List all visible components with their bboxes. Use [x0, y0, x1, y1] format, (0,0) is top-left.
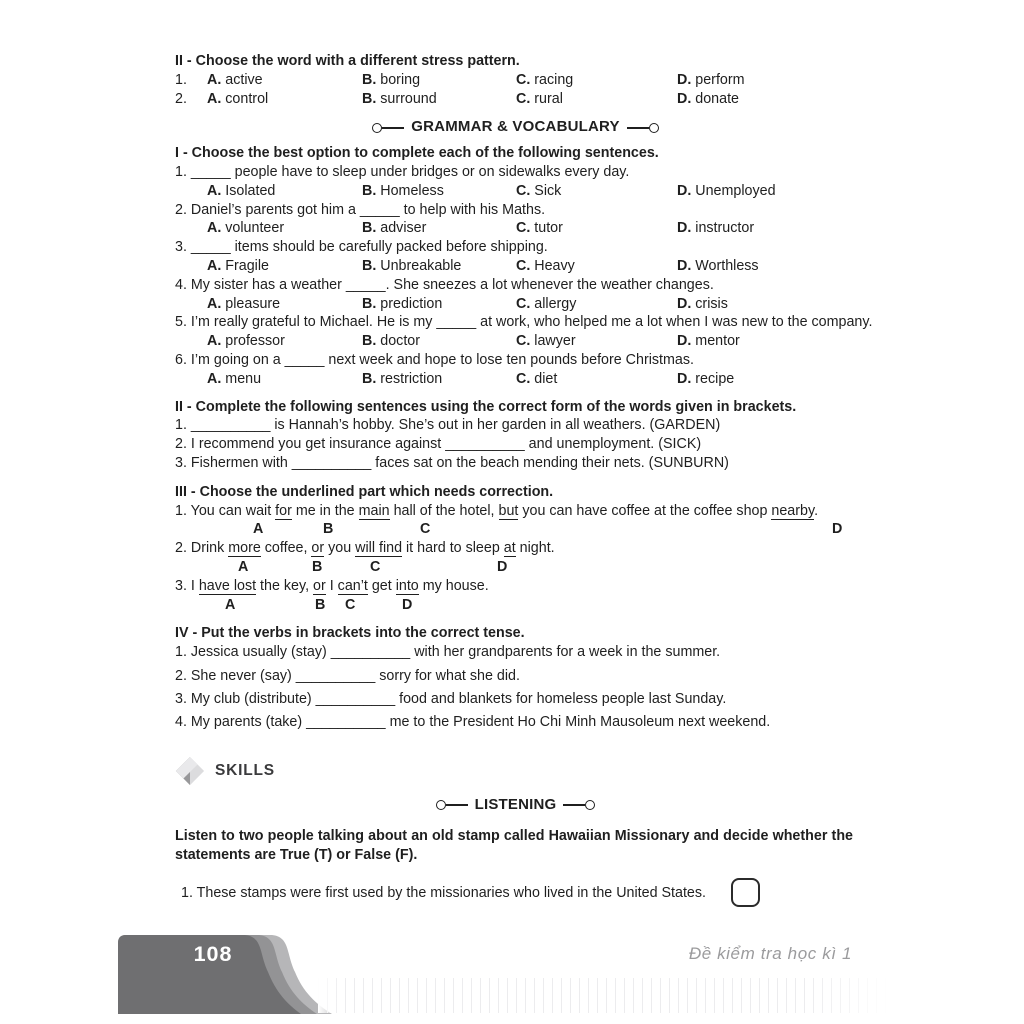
underlined-part: nearby	[771, 502, 815, 519]
option-text: lawyer	[530, 333, 576, 350]
option-text: crisis	[691, 295, 728, 312]
option	[362, 71, 516, 90]
sentence-part: get	[367, 577, 396, 594]
sentence-part: night.	[515, 540, 555, 557]
section4-items	[175, 643, 856, 732]
letter-marker: B	[312, 558, 323, 575]
stress-row	[175, 71, 856, 90]
letter-marker: A	[253, 521, 264, 538]
option-text: pleasure	[221, 295, 281, 312]
question-line: 1. _____ people have to sleep under bridges or on sidewalks every day.	[175, 163, 630, 180]
option-letter: D.	[677, 90, 692, 107]
option-text: surround	[376, 90, 437, 107]
ornament-line	[563, 804, 585, 806]
option	[362, 257, 516, 276]
option-text: Sick	[530, 182, 562, 199]
option-letter: D.	[677, 257, 692, 274]
ornament-circle-icon	[585, 800, 595, 810]
option	[516, 257, 677, 276]
section1-questions	[175, 163, 873, 389]
letter-marker: A	[238, 558, 249, 575]
option-letter: A.	[207, 333, 222, 350]
letter-markers-row	[175, 596, 856, 615]
option	[207, 370, 362, 389]
skills-diamond-icon	[175, 756, 205, 786]
sentence-part: .	[814, 502, 819, 519]
option-text: racing	[530, 71, 574, 88]
stress-row	[175, 90, 856, 109]
option	[677, 71, 856, 90]
option-text: Worthless	[691, 257, 759, 274]
option-letter: B.	[362, 370, 377, 387]
option	[516, 90, 677, 109]
option-letter: A.	[207, 182, 222, 199]
sentence-part: it hard to sleep	[402, 540, 504, 557]
option-letter: B.	[362, 220, 377, 237]
question-line: 5. I’m really grateful to Michael. He is my _____ at work, who helped me a lot when I was new to the company.	[175, 314, 873, 331]
correction-sentence	[175, 502, 856, 521]
option	[362, 332, 516, 351]
letter-marker: D	[832, 521, 843, 538]
sentence-part: me in the	[291, 502, 359, 519]
option	[207, 332, 362, 351]
option-letter: C.	[516, 295, 531, 312]
option-letter: A.	[207, 295, 222, 312]
option	[677, 219, 856, 238]
sentence-part: 2. Drink	[175, 540, 229, 557]
option	[516, 71, 677, 90]
option-text: boring	[376, 71, 421, 88]
section3-items	[175, 502, 856, 615]
option	[677, 370, 856, 389]
underlined-part: have lost	[198, 577, 257, 594]
grammar-vocabulary-title: GRAMMAR & VOCABULARY	[411, 118, 620, 136]
letter-marker: A	[225, 596, 236, 613]
option-letter: C.	[516, 71, 531, 88]
question-line: 3. _____ items should be carefully packed before shipping.	[175, 239, 548, 256]
option	[207, 71, 362, 90]
section2-title: II - Complete the following sentences using the correct form of the words given in brackets.	[175, 398, 797, 415]
true-false-answer-box	[731, 878, 760, 907]
tense-sentence: 3. My club (distribute) __________ food and blankets for homeless people last Sunday.	[175, 690, 727, 707]
option-letter: B.	[362, 182, 377, 199]
sentence-part: my house.	[418, 577, 489, 594]
sentence-part: I	[325, 577, 338, 594]
option-text: active	[221, 71, 263, 88]
skills-heading	[175, 756, 856, 786]
sentence-part: you can have coffee at the coffee shop	[518, 502, 772, 519]
option-letter: B.	[362, 257, 377, 274]
question-line: 2. Daniel’s parents got him a _____ to help with his Maths.	[175, 201, 546, 218]
options-row	[175, 370, 856, 389]
section4-title: IV - Put the verbs in brackets into the correct tense.	[175, 625, 525, 642]
fill-in-sentence: 1. __________ is Hannah’s hobby. She’s out in her garden in all weathers. (GARDEN)	[175, 417, 721, 434]
option-text: doctor	[376, 333, 421, 350]
option	[677, 182, 856, 201]
letter-marker: C	[345, 596, 356, 613]
listening-statement: 1. These stamps were first used by the missionaries who lived in the United States.	[181, 885, 706, 902]
correction-sentence	[175, 577, 856, 596]
ornament-line	[446, 804, 468, 806]
letter-marker: D	[497, 558, 508, 575]
options-row	[175, 295, 856, 314]
option-letter: C.	[516, 90, 531, 107]
sentence-part: 3. I	[175, 577, 199, 594]
option-text: control	[221, 90, 269, 107]
correction-sentence	[175, 539, 856, 558]
section1-title: I - Choose the best option to complete each of the following sentences.	[175, 145, 659, 162]
option-text: menu	[221, 370, 262, 387]
option-letter: C.	[516, 257, 531, 274]
option	[362, 182, 516, 201]
option-text: instructor	[691, 220, 755, 237]
sentence-part: the key,	[256, 577, 314, 594]
option-letter: D.	[677, 370, 692, 387]
option-letter: A.	[207, 257, 222, 274]
listening-statement-row	[175, 880, 856, 910]
ornament-circle-icon	[649, 123, 659, 133]
option-letter: D.	[677, 295, 692, 312]
option-text: Unemployed	[691, 182, 776, 199]
option	[362, 90, 516, 109]
option-text: donate	[691, 90, 740, 107]
letter-marker: C	[420, 521, 431, 538]
option-text: perform	[691, 71, 745, 88]
fill-in-sentence: 3. Fishermen with __________ faces sat on the beach mending their nets. (SUNBURN)	[175, 454, 729, 471]
option-text: mentor	[691, 333, 740, 350]
option	[207, 295, 362, 314]
underlined-part: for	[275, 502, 292, 519]
option	[207, 90, 362, 109]
letter-marker: B	[323, 521, 334, 538]
option	[207, 182, 362, 201]
underlined-part: or	[311, 540, 325, 557]
footer-pinstripes	[318, 978, 890, 1013]
tense-sentence: 4. My parents (take) __________ me to the President Ho Chi Minh Mausoleum next weekend.	[175, 714, 771, 731]
option-letter: B.	[362, 90, 377, 107]
skills-label: SKILLS	[215, 761, 275, 779]
option	[516, 219, 677, 238]
footer-book-title: Đề kiểm tra học kì 1	[688, 944, 852, 963]
option-letter: D.	[677, 71, 692, 88]
option-letter: B.	[362, 333, 377, 350]
option-letter: D.	[677, 333, 692, 350]
stress-rows	[175, 71, 856, 109]
option-letter: C.	[516, 220, 531, 237]
option-letter: A.	[207, 90, 222, 107]
letter-marker: D	[402, 596, 413, 613]
option-letter: D.	[677, 220, 692, 237]
option-text: Homeless	[376, 182, 444, 199]
listening-instructions: Listen to two people talking about an old stamp called Hawaiian Missionary and decide whether the statements are True (T) or False (F).	[175, 827, 853, 863]
option-text: Heavy	[530, 257, 575, 274]
option-text: Unbreakable	[376, 257, 462, 274]
options-row	[175, 332, 856, 351]
option	[207, 219, 362, 238]
section3-title: III - Choose the underlined part which needs correction.	[175, 483, 554, 500]
sentence-part: coffee,	[260, 540, 312, 557]
option-letter: D.	[677, 182, 692, 199]
option-letter: C.	[516, 333, 531, 350]
option-letter: A.	[207, 370, 222, 387]
option	[207, 257, 362, 276]
question-line: 6. I’m going on a _____ next week and hope to lose ten pounds before Christmas.	[175, 351, 694, 368]
option-letter: B.	[362, 71, 377, 88]
option	[516, 182, 677, 201]
question-number: 1.	[175, 71, 187, 88]
underlined-part: but	[498, 502, 519, 519]
option-text: tutor	[530, 220, 563, 237]
underlined-part: or	[313, 577, 326, 594]
options-row	[175, 219, 856, 238]
option-text: recipe	[691, 370, 735, 387]
ornament-line	[382, 127, 404, 129]
stress-section-title: II - Choose the word with a different stress pattern.	[175, 53, 520, 69]
underlined-part: main	[358, 502, 390, 519]
listening-title: LISTENING	[474, 796, 557, 814]
option	[677, 332, 856, 351]
option	[677, 257, 856, 276]
question-number: 2.	[175, 90, 187, 107]
sentence-part: 1. You can wait	[175, 502, 276, 519]
option	[677, 90, 856, 109]
option	[516, 295, 677, 314]
underlined-part: more	[228, 540, 261, 557]
option-letter: C.	[516, 182, 531, 199]
letter-markers-row	[175, 520, 856, 539]
underlined-part: will find	[355, 540, 403, 557]
options-row	[175, 182, 856, 201]
letter-markers-row	[175, 558, 856, 577]
option-text: prediction	[376, 295, 443, 312]
option-letter: A.	[207, 71, 222, 88]
grammar-vocabulary-header	[175, 118, 856, 137]
option-text: professor	[221, 333, 285, 350]
option-letter: A.	[207, 220, 222, 237]
option	[516, 332, 677, 351]
option-text: Isolated	[221, 182, 276, 199]
option	[516, 370, 677, 389]
section2-items	[175, 416, 856, 472]
listening-header	[175, 796, 856, 815]
tense-sentence: 1. Jessica usually (stay) __________ with her grandparents for a week in the summer.	[175, 644, 721, 661]
option-text: volunteer	[221, 220, 285, 237]
underlined-part: can’t	[337, 577, 368, 594]
question-line: 4. My sister has a weather _____. She sneezes a lot whenever the weather changes.	[175, 276, 714, 293]
underlined-part: at	[503, 540, 516, 557]
options-row	[175, 257, 856, 276]
option-text: restriction	[376, 370, 443, 387]
underlined-part: into	[395, 577, 419, 594]
ornament-circle-icon	[436, 800, 446, 810]
page-content	[175, 52, 873, 910]
ornament-line	[627, 127, 649, 129]
option	[362, 295, 516, 314]
option-text: adviser	[376, 220, 427, 237]
option-letter: B.	[362, 295, 377, 312]
option-text: Fragile	[221, 257, 269, 274]
letter-marker: B	[315, 596, 326, 613]
option-letter: C.	[516, 370, 531, 387]
option-text: rural	[530, 90, 563, 107]
option	[362, 219, 516, 238]
ornament-circle-icon	[372, 123, 382, 133]
option	[677, 295, 856, 314]
letter-marker: C	[370, 558, 381, 575]
option-text: diet	[530, 370, 558, 387]
option-text: allergy	[530, 295, 577, 312]
option	[362, 370, 516, 389]
tense-sentence: 2. She never (say) __________ sorry for what she did.	[175, 667, 520, 684]
fill-in-sentence: 2. I recommend you get insurance against __________ and unemployment. (SICK)	[175, 436, 702, 453]
page-number: 108	[193, 942, 233, 966]
sentence-part: hall of the hotel,	[389, 502, 499, 519]
sentence-part: you	[324, 540, 356, 557]
